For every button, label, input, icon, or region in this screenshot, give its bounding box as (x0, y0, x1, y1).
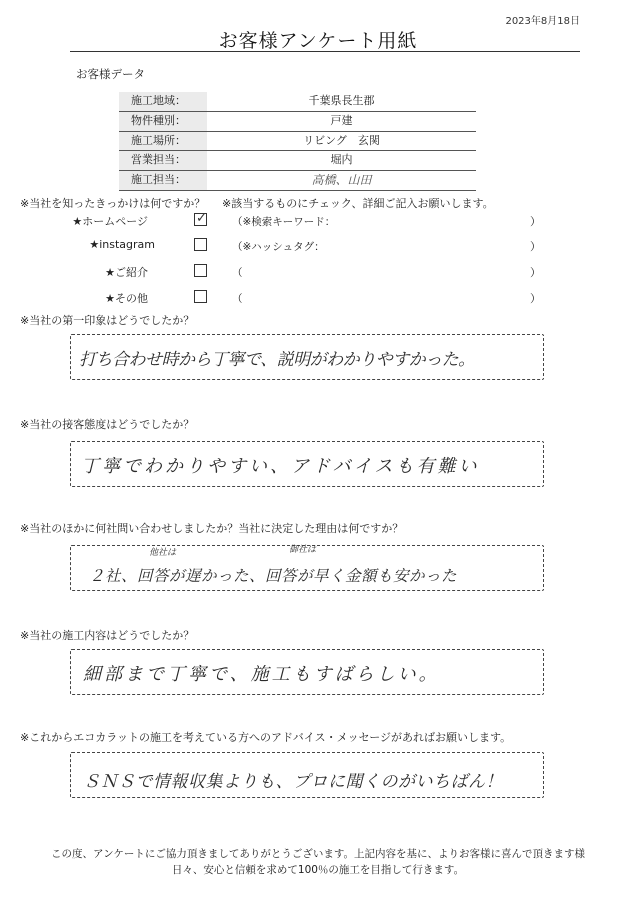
source-label-instagram: ★instagram (89, 238, 155, 251)
q2-answer-box (70, 334, 544, 380)
detail-close: ） (530, 266, 541, 279)
checkbox-referral[interactable] (194, 264, 207, 277)
q5-answer-box (70, 649, 544, 695)
q4-note-your-company: 御社は (289, 545, 317, 555)
info-value: 堀内 (330, 153, 353, 167)
page-title: お客様アンケート用紙 (218, 30, 418, 52)
footer-line-1: この度、アンケートにご協力頂きましてありがとうございます。上記内容を基に、よりお客様に喜んで頂きます様 (50, 848, 586, 860)
q4-question: ※当社のほかに何社問い合わせしましたか？当社に決定した理由は何ですか？ (20, 522, 404, 535)
q3-question: ※当社の接客態度はどうでしたか？ (20, 418, 195, 431)
detail-label-keyword: （※検索キーワード： (232, 216, 336, 228)
q5-question: ※当社の施工内容はどうでしたか？ (20, 629, 195, 642)
info-value-handwritten: 高橋、山田 (311, 173, 372, 188)
detail-close: ） (530, 215, 541, 228)
q2-question: ※当社の第一印象はどうでしたか？ (20, 314, 195, 327)
source-label-other: ★その他 (105, 292, 148, 305)
info-row-area (119, 92, 476, 112)
info-label: 営業担当： (119, 151, 207, 170)
checkbox-other[interactable] (194, 290, 207, 303)
detail-close: ） (530, 240, 541, 253)
detail-label-hashtag: （※ハッシュタグ： (232, 241, 325, 253)
info-row-location (119, 132, 476, 152)
info-row-installer (119, 171, 476, 191)
source-label-referral: ★ご紹介 (105, 266, 148, 279)
q3-answer: 丁寧でわかりやすい、アドバイスも有難い (81, 456, 480, 477)
info-row-property-type (119, 112, 476, 132)
q3-answer-box (70, 441, 544, 487)
detail-close: ） (530, 292, 541, 305)
q4-answer: ２社、回答が遅かった、回答が早く金額も安かった (89, 567, 458, 585)
info-label: 施工地域： (119, 92, 207, 111)
source-label-homepage: ★ホームページ (72, 215, 148, 228)
q4-answer-box (70, 545, 544, 591)
info-label: 物件種別： (119, 112, 207, 131)
title-underline (70, 51, 580, 52)
q1-instruction: ※該当するものにチェック、詳細ご記入お願いします。 (222, 197, 494, 210)
q2-answer: 打ち合わせ時から丁寧で、説明がわかりやすかった。 (79, 350, 475, 370)
q6-answer: ＳＮＳで情報収集よりも、プロに聞くのがいちばん！ (83, 772, 503, 792)
q5-answer: 細部まで丁寧で、施工もすばらしい。 (83, 664, 440, 685)
customer-info-table (119, 92, 476, 191)
q1-question: ※当社を知ったきっかけは何ですか？ (20, 197, 206, 210)
footer-line-2: 日々、安心と信頼を求めて100％の施工を目指して行きます。 (171, 864, 465, 876)
info-label: 施工担当： (119, 171, 207, 190)
check-mark-icon: ✓ (196, 211, 207, 226)
info-row-sales-rep (119, 151, 476, 171)
q6-question: ※これからエコカラットの施工を考えている方へのアドバイス・メッセージがあればお願いします。 (20, 731, 512, 744)
q4-note-other-companies: 他社は (149, 548, 177, 558)
checkbox-instagram[interactable] (194, 238, 207, 251)
info-value: 千葉県長生郡 (308, 94, 375, 107)
survey-date: 2023年8月18日 (505, 16, 580, 27)
customer-data-heading: お客様データ (76, 67, 145, 81)
info-value: リビング 玄関 (303, 133, 380, 147)
detail-open: （ (232, 293, 243, 305)
info-value: 戸建 (330, 113, 353, 127)
checkbox-homepage[interactable] (194, 213, 207, 226)
info-label: 施工場所： (119, 132, 207, 151)
detail-open: （ (232, 267, 243, 279)
q6-answer-box (70, 752, 544, 798)
